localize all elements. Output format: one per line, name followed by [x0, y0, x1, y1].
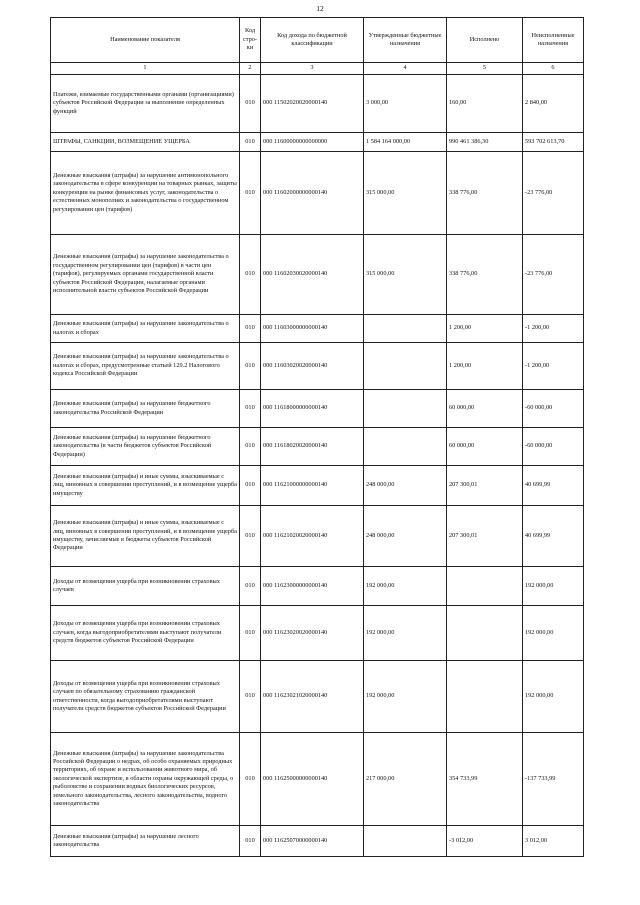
approved-cell: 248 000,00	[364, 506, 447, 567]
income-code-cell: 000 11625070000000140	[261, 826, 364, 857]
indicator-name-cell: Денежные взыскания (штрафы) за нарушение законодательства о налогах и сборах, предусмотренные статьей 129.2 Налогового кодекса Российской Федерации	[51, 343, 240, 390]
column-number: 2	[240, 63, 261, 75]
column-number: 4	[364, 63, 447, 75]
table-row	[51, 315, 584, 343]
income-code-cell: 000 11618020020000140	[261, 428, 364, 466]
executed-cell: 207 300,01	[447, 466, 523, 506]
table-row	[51, 733, 584, 826]
column-number-row	[51, 63, 584, 75]
indicator-name-cell: Денежные взыскания (штрафы) за нарушение законодательства о налогах и сборах	[51, 315, 240, 343]
executed-cell	[447, 606, 523, 661]
executed-cell	[447, 661, 523, 733]
header-line-code: Код стро-ки	[240, 18, 261, 63]
header-income-code: Код дохода по бюджетной классификации	[261, 18, 364, 63]
line-code-cell: 010	[240, 152, 261, 235]
income-code-cell: 000 11502020020000140	[261, 75, 364, 133]
indicator-name-cell: Доходы от возмещения ущерба при возникновении страховых случаев по обязательному страхованию гражданской ответственности, когда выгодоприобретателями выступают получатели средств бюджетов субъектов Российской Федерации	[51, 661, 240, 733]
unexecuted-cell: -60 000,00	[523, 428, 584, 466]
header-unexecuted: Неисполненные назначения	[523, 18, 584, 63]
income-code-cell: 000 11623020020000140	[261, 606, 364, 661]
line-code-cell: 010	[240, 661, 261, 733]
indicator-name-cell: Денежные взыскания (штрафы) за нарушение законодательства Российской Федерации о недрах, об особо охраняемых природных территориях, об охране и использовании животного мира, об экологической экспертизе, в области охраны окружающей среды, о рыболовстве и сохранении водных биологических ресурсов, земельного законодательства, лесного законодательства, водного законодательства	[51, 733, 240, 826]
line-code-cell: 010	[240, 133, 261, 152]
income-code-cell: 000 11623000000000140	[261, 567, 364, 606]
executed-cell: 1 200,00	[447, 343, 523, 390]
budget-execution-table	[50, 17, 584, 857]
income-code-cell: 000 11602000000000140	[261, 152, 364, 235]
approved-cell: 3 000,00	[364, 75, 447, 133]
indicator-name-cell: Денежные взыскания (штрафы) за нарушение антимонопольного законодательства в сфере конкуренции на товарных рынках, защиты конкуренции на рынке финансовых услуг, законодательства о естественных монополиях и законодательства о государственном регулировании цен (тарифов)	[51, 152, 240, 235]
income-code-cell: 000 11600000000000000	[261, 133, 364, 152]
indicator-name-cell: Денежные взыскания (штрафы) и иные суммы, взыскиваемые с лиц, виновных в совершении преступлений, и в возмещение ущерба имуществу	[51, 466, 240, 506]
table-row	[51, 75, 584, 133]
indicator-name-cell: Платежи, взимаемые государственными органами (организациями) субъектов Российской Федерации за выполнение определенных функций	[51, 75, 240, 133]
executed-cell: 1 200,00	[447, 315, 523, 343]
executed-cell: 207 300,01	[447, 506, 523, 567]
unexecuted-cell: 593 702 613,70	[523, 133, 584, 152]
line-code-cell: 010	[240, 826, 261, 857]
table-row	[51, 661, 584, 733]
approved-cell: 248 000,00	[364, 466, 447, 506]
approved-cell	[364, 428, 447, 466]
indicator-name-cell: Денежные взыскания (штрафы) и иные суммы, взыскиваемые с лиц, виновных в совершении преступлений, и в возмещение ущерба имуществу, зачисляемые в бюджеты субъектов Российской Федерации	[51, 506, 240, 567]
indicator-name-cell: Доходы от возмещения ущерба при возникновении страховых случаев	[51, 567, 240, 606]
income-code-cell: 000 11602030020000140	[261, 235, 364, 315]
line-code-cell: 010	[240, 506, 261, 567]
header-executed: Исполнено	[447, 18, 523, 63]
table-header-row	[51, 18, 584, 63]
approved-cell: 192 000,00	[364, 606, 447, 661]
table-body	[51, 75, 584, 857]
approved-cell	[364, 826, 447, 857]
executed-cell: 338 776,00	[447, 152, 523, 235]
indicator-name-cell: Денежные взыскания (штрафы) за нарушение бюджетного законодательства Российской Федерации	[51, 390, 240, 428]
approved-cell	[364, 343, 447, 390]
approved-cell	[364, 390, 447, 428]
unexecuted-cell: -1 200,00	[523, 315, 584, 343]
approved-cell: 315 000,00	[364, 152, 447, 235]
executed-cell: 990 461 386,30	[447, 133, 523, 152]
unexecuted-cell: 40 699,99	[523, 466, 584, 506]
line-code-cell: 010	[240, 343, 261, 390]
unexecuted-cell: 40 699,99	[523, 506, 584, 567]
indicator-name-cell: Доходы от возмещения ущерба при возникновении страховых случаев, когда выгодоприобретателями выступают получатели средств бюджетов субъектов Российской Федерации	[51, 606, 240, 661]
income-code-cell: 000 11625000000000140	[261, 733, 364, 826]
table-row	[51, 343, 584, 390]
income-code-cell: 000 11603000000000140	[261, 315, 364, 343]
income-code-cell: 000 11623021020000140	[261, 661, 364, 733]
executed-cell: -3 012,00	[447, 826, 523, 857]
table-row	[51, 152, 584, 235]
header-indicator-name: Наименование показателя	[51, 18, 240, 63]
executed-cell: 60 000,00	[447, 428, 523, 466]
executed-cell: 338 776,00	[447, 235, 523, 315]
income-code-cell: 000 11621000000000140	[261, 466, 364, 506]
approved-cell: 192 000,00	[364, 567, 447, 606]
executed-cell: 60 000,00	[447, 390, 523, 428]
line-code-cell: 010	[240, 606, 261, 661]
indicator-name-cell: Денежные взыскания (штрафы) за нарушение законодательства о государственном регулировании цен (тарифов) в части цен (тарифов), регулируемых органами государственной власти субъектов Российской Федерации, налагаемые органами исполнительной власти субъектов Российской Федерации	[51, 235, 240, 315]
line-code-cell: 010	[240, 567, 261, 606]
unexecuted-cell: 3 012,00	[523, 826, 584, 857]
approved-cell: 1 584 164 000,00	[364, 133, 447, 152]
page-number: 12	[316, 4, 324, 13]
indicator-name-cell: Денежные взыскания (штрафы) за нарушение лесного законодательства	[51, 826, 240, 857]
unexecuted-cell: -23 776,00	[523, 152, 584, 235]
unexecuted-cell: 192 000,00	[523, 661, 584, 733]
column-number: 5	[447, 63, 523, 75]
line-code-cell: 010	[240, 75, 261, 133]
unexecuted-cell: -60 000,00	[523, 390, 584, 428]
table-row	[51, 428, 584, 466]
unexecuted-cell: -137 733,99	[523, 733, 584, 826]
table-row	[51, 606, 584, 661]
line-code-cell: 010	[240, 390, 261, 428]
line-code-cell: 010	[240, 235, 261, 315]
table-row	[51, 567, 584, 606]
line-code-cell: 010	[240, 428, 261, 466]
column-number: 3	[261, 63, 364, 75]
unexecuted-cell: -1 200,00	[523, 343, 584, 390]
line-code-cell: 010	[240, 733, 261, 826]
table-row	[51, 466, 584, 506]
table-row	[51, 235, 584, 315]
table-row	[51, 133, 584, 152]
approved-cell	[364, 315, 447, 343]
column-number: 6	[523, 63, 584, 75]
table-row	[51, 390, 584, 428]
unexecuted-cell: 192 000,00	[523, 606, 584, 661]
line-code-cell: 010	[240, 466, 261, 506]
income-code-cell: 000 11621020020000140	[261, 506, 364, 567]
unexecuted-cell: -23 776,00	[523, 235, 584, 315]
executed-cell: 160,00	[447, 75, 523, 133]
unexecuted-cell: 192 000,00	[523, 567, 584, 606]
income-code-cell: 000 11618000000000140	[261, 390, 364, 428]
indicator-name-cell: ШТРАФЫ, САНКЦИИ, ВОЗМЕЩЕНИЕ УЩЕРБА	[51, 133, 240, 152]
unexecuted-cell: 2 840,00	[523, 75, 584, 133]
indicator-name-cell: Денежные взыскания (штрафы) за нарушение бюджетного законодательства (в части бюджетов субъектов Российской Федерации)	[51, 428, 240, 466]
executed-cell: 354 733,99	[447, 733, 523, 826]
line-code-cell: 010	[240, 315, 261, 343]
column-number: 1	[51, 63, 240, 75]
executed-cell	[447, 567, 523, 606]
table-row	[51, 826, 584, 857]
income-code-cell: 000 11603020020000140	[261, 343, 364, 390]
table-row	[51, 506, 584, 567]
header-approved: Утвержденные бюджетные назначения	[364, 18, 447, 63]
approved-cell: 192 000,00	[364, 661, 447, 733]
approved-cell: 315 000,00	[364, 235, 447, 315]
approved-cell: 217 000,00	[364, 733, 447, 826]
